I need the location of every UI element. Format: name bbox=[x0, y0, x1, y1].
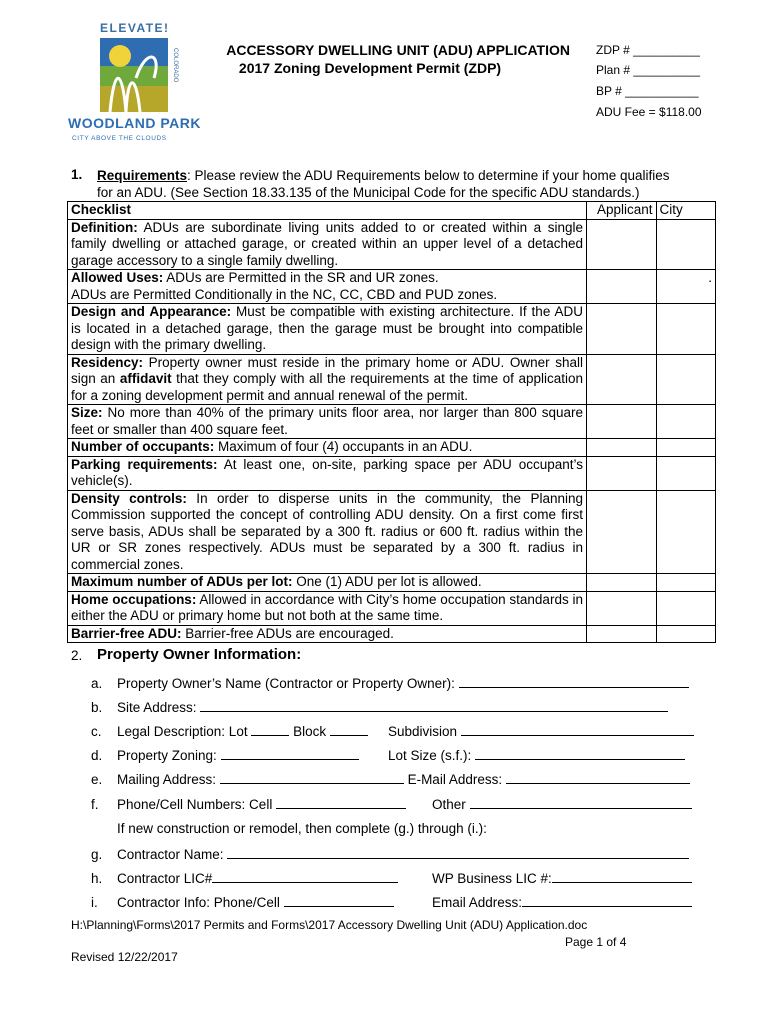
block-label: Block bbox=[289, 724, 330, 739]
field-row-c: c. Legal Description: Lot Block bbox=[91, 723, 368, 739]
field-row-d: d. Property Zoning: bbox=[91, 747, 359, 763]
lot-input[interactable] bbox=[251, 723, 289, 736]
col-city: City bbox=[656, 202, 715, 220]
city-check[interactable] bbox=[656, 405, 715, 439]
document-subtitle: 2017 Zoning Development Permit (ZDP) bbox=[238, 60, 502, 76]
row-size: Size: No more than 40% of the primary units floor area, nor larger than 800 square feet or smaller than 400 square feet. bbox=[68, 405, 587, 439]
city-check[interactable] bbox=[656, 439, 715, 457]
requirements-checklist-table bbox=[67, 201, 716, 643]
contractor-email-input[interactable] bbox=[522, 894, 692, 907]
site-address-input[interactable] bbox=[200, 699, 668, 712]
zoning-input[interactable] bbox=[221, 747, 359, 760]
construction-note: If new construction or remodel, then complete (g.) through (i.): bbox=[117, 821, 487, 836]
contractor-lic-input[interactable] bbox=[212, 870, 398, 883]
contractor-name-label: Contractor Name: bbox=[117, 847, 228, 862]
table-row bbox=[68, 625, 716, 643]
site-address-label: Site Address: bbox=[117, 700, 201, 715]
field-row-i: i. Contractor Info: Phone/Cell bbox=[91, 894, 394, 910]
field-row-a: a. Property Owner’s Name (Contractor or Property Owner): bbox=[91, 675, 689, 691]
lot-size-field bbox=[388, 747, 685, 763]
row-occupants: Number of occupants: Maximum of four (4) occupants in an ADU. bbox=[68, 439, 587, 457]
other-phone-field bbox=[432, 796, 692, 812]
subdivision-field bbox=[388, 723, 694, 739]
file-path: H:\Planning\Forms\2017 Permits and Forms\2017 Accessory Dwelling Unit (ADU) Application.doc bbox=[71, 918, 588, 932]
table-row bbox=[68, 574, 716, 592]
table-row bbox=[68, 490, 716, 574]
row-parking: Parking requirements: At least one, on-site, parking space per ADU occupant’s vehicle(s). bbox=[68, 456, 587, 490]
row-residency: Residency: Property owner must reside in the primary home or ADU. Owner shall sign an affidavit that they comply with all the requirements at the time of application for a zoning development permit and annual renewal of the permit. bbox=[68, 354, 587, 405]
wp-business-lic-field bbox=[432, 870, 692, 886]
field-row-f: f. Phone/Cell Numbers: Cell bbox=[91, 796, 406, 812]
section2-heading: Property Owner Information: bbox=[97, 646, 302, 663]
applicant-check[interactable] bbox=[587, 574, 657, 592]
wp-business-lic-label: WP Business LIC #: bbox=[432, 871, 552, 886]
page-number: Page 1 of 4 bbox=[565, 935, 627, 949]
block-input[interactable] bbox=[330, 723, 368, 736]
city-check[interactable] bbox=[656, 490, 715, 574]
other-phone-input[interactable] bbox=[470, 796, 692, 809]
city-check[interactable] bbox=[656, 625, 715, 643]
city-check[interactable] bbox=[656, 219, 715, 270]
office-zdp-field[interactable]: ZDP # __________ bbox=[596, 43, 700, 57]
applicant-check[interactable] bbox=[587, 304, 657, 355]
zoning-label: Property Zoning: bbox=[117, 748, 221, 763]
lot-label: Legal Description: Lot bbox=[117, 724, 252, 739]
applicant-check[interactable] bbox=[587, 270, 657, 304]
city-mark: . bbox=[708, 270, 712, 285]
table-header-row bbox=[68, 202, 716, 220]
table-row bbox=[68, 439, 716, 457]
mailing-address-label: Mailing Address: bbox=[117, 772, 220, 787]
contractor-email-field bbox=[432, 894, 692, 910]
city-check[interactable] bbox=[656, 574, 715, 592]
applicant-check[interactable] bbox=[587, 591, 657, 625]
section1-text2: for an ADU. (See Section 18.33.135 of the Municipal Code for the specific ADU standards.) bbox=[97, 185, 640, 200]
field-row-h: h. Contractor LIC# bbox=[91, 870, 398, 886]
contractor-lic-label: Contractor LIC# bbox=[117, 871, 213, 886]
section1-label: Requirements bbox=[97, 168, 188, 183]
email-label: E-Mail Address: bbox=[403, 772, 506, 787]
document-title: ACCESSORY DWELLING UNIT (ADU) APPLICATION bbox=[226, 42, 570, 58]
other-label: Other bbox=[432, 797, 470, 812]
office-plan-field[interactable]: Plan # __________ bbox=[596, 63, 701, 77]
section2-number: 2. bbox=[71, 648, 83, 663]
col-checklist: Checklist bbox=[68, 202, 587, 220]
row-max-adus: Maximum number of ADUs per lot: One (1) ADU per lot is allowed. bbox=[68, 574, 587, 592]
table-row bbox=[68, 456, 716, 490]
subdivision-input[interactable] bbox=[461, 723, 694, 736]
field-row-e: e. Mailing Address: E-Mail Address: bbox=[91, 771, 690, 787]
table-row bbox=[68, 270, 716, 304]
table-row bbox=[68, 219, 716, 270]
section1-text1: : Please review the ADU Requirements below to determine if your home qualifies bbox=[187, 168, 670, 183]
owner-name-label: Property Owner’s Name (Contractor or Property Owner): bbox=[117, 676, 459, 691]
logo-graphic bbox=[62, 18, 212, 148]
lot-size-label: Lot Size (s.f.): bbox=[388, 748, 476, 763]
revised-date: Revised 12/22/2017 bbox=[71, 950, 178, 964]
city-check[interactable] bbox=[656, 456, 715, 490]
logo-elevate: ELEVATE! bbox=[100, 21, 170, 35]
section1-number: 1. bbox=[71, 167, 83, 182]
row-density: Density controls: In order to disperse units in the community, the Planning Commission supported the concept of controlling ADU density. On a first come first serve basis, ADUs shall be separated by a 300 ft. radius or 600 ft. radius within the UR or SR zones respectively. ADUs must be separated by a 300 ft. radius in commercial zones. bbox=[68, 490, 587, 574]
applicant-check[interactable] bbox=[587, 354, 657, 405]
mailing-address-input[interactable] bbox=[220, 771, 404, 784]
city-check[interactable] bbox=[656, 304, 715, 355]
contractor-name-input[interactable] bbox=[227, 846, 689, 859]
row-barrier-free: Barrier-free ADU: Barrier-free ADUs are encouraged. bbox=[68, 625, 587, 643]
applicant-check[interactable] bbox=[587, 625, 657, 643]
table-row bbox=[68, 405, 716, 439]
field-row-g: g. Contractor Name: bbox=[91, 846, 689, 862]
applicant-check[interactable] bbox=[587, 490, 657, 574]
contractor-phone-label: Contractor Info: Phone/Cell bbox=[117, 895, 284, 910]
logo-side-text: COLORADO bbox=[172, 48, 178, 83]
woodland-park-logo bbox=[62, 18, 212, 148]
applicant-check[interactable] bbox=[587, 219, 657, 270]
lot-size-input[interactable] bbox=[475, 747, 685, 760]
section1-intro bbox=[97, 167, 717, 201]
city-check[interactable] bbox=[656, 354, 715, 405]
row-design: Design and Appearance: Must be compatible with existing architecture. If the ADU is located in a detached garage, then the garage must be brought into compatible design with the primary dwelling. bbox=[68, 304, 587, 355]
row-allowed-uses: Allowed Uses: ADUs are Permitted in the SR and UR zones. ADUs are Permitted Conditionally in the NC, CC, CBD and PUD zones. bbox=[68, 270, 587, 304]
cell-label: Phone/Cell Numbers: Cell bbox=[117, 797, 277, 812]
office-bp-field[interactable]: BP # ___________ bbox=[596, 84, 699, 98]
col-applicant: Applicant bbox=[587, 202, 657, 220]
subdivision-label: Subdivision bbox=[388, 724, 461, 739]
table-row bbox=[68, 304, 716, 355]
table-row bbox=[68, 591, 716, 625]
adu-fee: ADU Fee = $118.00 bbox=[596, 105, 702, 119]
owner-name-input[interactable] bbox=[459, 675, 689, 688]
row-home-occupations: Home occupations: Allowed in accordance with City’s home occupation standards in either the ADU or primary home but not both at the same time. bbox=[68, 591, 587, 625]
contractor-phone-input[interactable] bbox=[284, 894, 394, 907]
applicant-check[interactable] bbox=[587, 456, 657, 490]
city-check[interactable] bbox=[656, 270, 715, 304]
applicant-check[interactable] bbox=[587, 439, 657, 457]
field-row-b: b. Site Address: bbox=[91, 699, 668, 715]
wp-business-lic-input[interactable] bbox=[552, 870, 692, 883]
city-check[interactable] bbox=[656, 591, 715, 625]
email-input[interactable] bbox=[506, 771, 690, 784]
cell-input[interactable] bbox=[276, 796, 406, 809]
logo-name: WOODLAND PARK bbox=[68, 115, 202, 131]
logo-tagline: CITY ABOVE THE CLOUDS bbox=[72, 135, 167, 142]
applicant-check[interactable] bbox=[587, 405, 657, 439]
table-row bbox=[68, 354, 716, 405]
row-definition: Definition: ADUs are subordinate living units added to or created within a single family dwelling or attached garage, or created within an upper level of a detached garage accessory to a single family dwelling. bbox=[68, 219, 587, 270]
contractor-email-label: Email Address: bbox=[432, 895, 523, 910]
